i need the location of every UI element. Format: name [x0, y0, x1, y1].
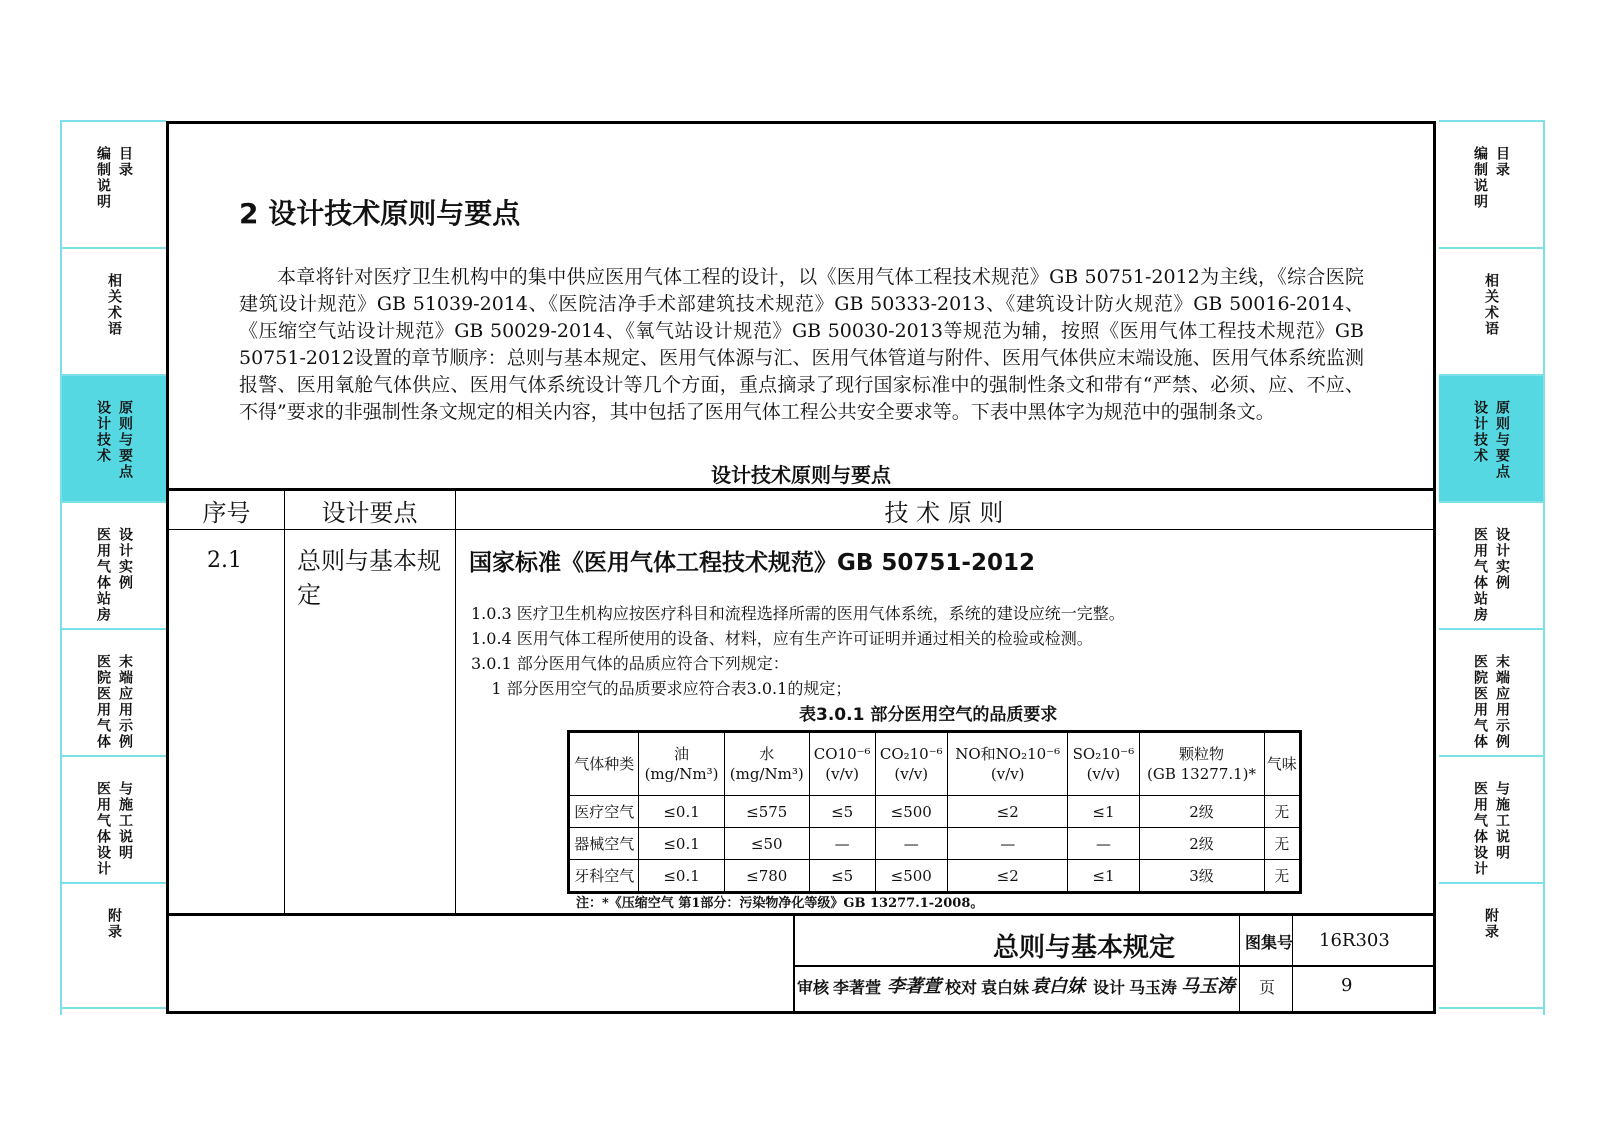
quality-header-line: (v/v)	[894, 765, 929, 783]
quality-cell: ≤0.1	[639, 796, 724, 828]
left-tab-label	[62, 122, 166, 247]
quality-cell: —	[1068, 828, 1139, 860]
right-tab-5[interactable]	[1439, 755, 1543, 882]
quality-table-note: 注：*《压缩空气 第1部分：污染物净化等级》GB 13277.1-2008。	[576, 896, 984, 911]
left-tab-label-column: 与施工说明	[117, 781, 133, 861]
left-tab-label-column: 原则与要点	[117, 400, 133, 480]
quality-cell: ≤575	[724, 796, 809, 828]
title-block-mid-line	[793, 965, 1433, 967]
header-design-point: 设计要点	[321, 499, 418, 527]
left-tab-label-column: 编制说明	[95, 146, 111, 210]
right-tab-label-column: 末端应用示例	[1494, 654, 1510, 750]
quality-cell: ≤500	[875, 796, 948, 828]
quality-cell: 3级	[1139, 860, 1264, 893]
left-tab-4[interactable]	[62, 628, 166, 755]
reviewer-signature: 李著萱	[887, 976, 941, 997]
quality-cell: ≤500	[875, 860, 948, 893]
quality-cell: ≤780	[724, 860, 809, 893]
quality-cell: ≤2	[948, 796, 1068, 828]
review-label: 审核	[797, 978, 830, 997]
left-tab-3[interactable]	[62, 501, 166, 628]
right-tab-label	[1439, 503, 1543, 628]
row-number: 2.1	[207, 548, 242, 573]
right-tab-0[interactable]	[1439, 120, 1543, 247]
quality-header-line: (mg/Nm³)	[729, 765, 804, 783]
quality-header-line: NO和NO₂10⁻⁶	[955, 745, 1061, 763]
quality-cell: 无	[1264, 796, 1300, 828]
left-tab-label	[62, 757, 166, 882]
left-tab-label-column: 末端应用示例	[117, 654, 133, 750]
quality-cell: —	[948, 828, 1068, 860]
right-tab-label	[1439, 630, 1543, 755]
quality-header-line: 油	[674, 745, 690, 763]
title-block-left-line	[793, 913, 795, 1014]
left-tab-label	[62, 503, 166, 628]
drawing-frame	[166, 121, 1436, 1014]
quality-cell: 牙科空气	[569, 860, 639, 893]
quality-header-line: 气体种类	[574, 755, 635, 773]
standard-title: 国家标准《医用气体工程技术规范》GB 50751-2012	[469, 550, 1035, 576]
title-block-divider-1	[1239, 913, 1240, 1014]
quality-header-cell	[1139, 732, 1264, 796]
quality-cell: ≤0.1	[639, 828, 724, 860]
page-number: 9	[1341, 975, 1353, 996]
quality-header-cell	[809, 732, 875, 796]
quality-header-cell	[639, 732, 724, 796]
row-design-point: 总则与基本规定	[297, 547, 441, 609]
right-tab-label-column: 设计技术	[1472, 400, 1488, 464]
left-tab-1[interactable]	[62, 247, 166, 374]
left-tab-label-column: 附录	[106, 908, 122, 940]
left-tab-label-column: 医用气体站房	[95, 527, 111, 623]
page-label: 页	[1259, 978, 1276, 997]
table-caption: 设计技术原则与要点	[711, 463, 891, 487]
atlas-number: 16R303	[1319, 930, 1390, 951]
right-tab-label	[1439, 757, 1543, 882]
right-tab-label-column: 设计实例	[1494, 527, 1510, 591]
table-bottom-line	[169, 913, 1433, 916]
clause-3-0-1: 3.0.1 部分医用气体的品质应符合下列规定：	[471, 654, 789, 673]
left-tab-label-column: 医院医用气体	[95, 654, 111, 750]
right-tab-label	[1439, 122, 1543, 247]
right-tab-label-column: 与施工说明	[1494, 781, 1510, 861]
right-tab-label-column: 医用气体设计	[1472, 781, 1488, 877]
clause-1-0-4: 1.0.4 医用气体工程所使用的设备、材料，应有生产许可证明并通过相关的检验或检测。	[471, 629, 1093, 648]
left-tab-label	[62, 376, 166, 501]
intro-paragraph: 本章将针对医疗卫生机构中的集中供应医用气体工程的设计，以《医用气体工程技术规范》GB 50751-2012为主线，《综合医院建筑设计规范》GB 51039-2014、《医院洁净手术部建筑技术规范》GB 50333-2013、《建筑设计防火规范》GB 50016-2014、《压缩空气站设计规范》GB 50029-2014、《氧气站设计规范》GB 50030-2013等规范为辅，按照《医用气体工程技术规范》GB 50751-2012设置的章节顺序：总则与基本规定、医用气体源与汇、医用气体管道与附件、医用气体供应末端设施、医用气体系统监测报警、医用氧舱气体供应、医用气体系统设计等几个方面，重点摘录了现行国家标准中的强制性条文和带有“严禁、必须、应、不应、不得”要求的非强制性条文规定的相关内容，其中包括了医用气体工程公共安全要求等。下表中黑体字为规范中的强制条文。	[239, 266, 1364, 423]
left-tab-2[interactable]	[62, 374, 166, 501]
quality-header-line: (GB 13277.1)*	[1147, 765, 1257, 783]
quality-cell: 医疗空气	[569, 796, 639, 828]
quality-header-cell	[948, 732, 1068, 796]
reviewer-name: 李著萱	[833, 978, 882, 997]
quality-cell: 无	[1264, 828, 1300, 860]
left-tab-label	[62, 884, 166, 1007]
right-tab-1[interactable]	[1439, 247, 1543, 374]
quality-header-line: (v/v)	[1086, 765, 1121, 783]
designer-name: 马玉涛	[1129, 978, 1178, 997]
quality-header-cell	[1068, 732, 1139, 796]
right-tab-label-column: 原则与要点	[1494, 400, 1510, 480]
quality-header-cell	[569, 732, 639, 796]
quality-header-cell	[1264, 732, 1300, 796]
right-tab-label-column: 相关术语	[1483, 273, 1499, 337]
right-tab-label-column: 医院医用气体	[1472, 654, 1488, 750]
quality-header-line: (mg/Nm³)	[644, 765, 719, 783]
title-block-divider-2	[1292, 913, 1293, 1014]
design-label: 设计	[1093, 978, 1126, 997]
quality-table-title: 表3.0.1 部分医用空气的品质要求	[799, 705, 1058, 725]
quality-header-cell	[875, 732, 948, 796]
header-no: 序号	[202, 499, 251, 527]
left-tab-label	[62, 630, 166, 755]
right-tab-label	[1439, 884, 1543, 1007]
header-principle: 技 术 原 则	[884, 499, 1004, 527]
sheet-title: 总则与基本规定	[992, 933, 1175, 963]
right-tab-2[interactable]	[1439, 374, 1543, 501]
left-tab-label-column: 医用气体设计	[95, 781, 111, 877]
right-tab-4[interactable]	[1439, 628, 1543, 755]
quality-cell: —	[875, 828, 948, 860]
right-tab-label	[1439, 249, 1543, 374]
atlas-label: 图集号	[1245, 933, 1294, 952]
right-tab-label-column: 编制说明	[1472, 146, 1488, 210]
quality-table-row	[569, 828, 1301, 860]
quality-header-line: SO₂10⁻⁶	[1072, 745, 1135, 763]
left-tab-6[interactable]	[62, 882, 166, 1009]
quality-header-line: (v/v)	[825, 765, 860, 783]
quality-header-line: CO10⁻⁶	[813, 745, 871, 763]
right-tab-label-column: 目录	[1494, 146, 1510, 178]
quality-header-cell	[724, 732, 809, 796]
right-tab-label	[1439, 376, 1543, 501]
table-top-line	[169, 488, 1433, 491]
quality-cell: ≤50	[724, 828, 809, 860]
right-tab-6[interactable]	[1439, 882, 1543, 1009]
left-nav-tabs	[60, 120, 166, 1015]
col-divider-2	[455, 488, 456, 913]
quality-cell: ≤5	[809, 860, 875, 893]
checker-signature: 袁白妹	[1031, 976, 1085, 997]
left-tab-5[interactable]	[62, 755, 166, 882]
quality-cell: ≤1	[1068, 796, 1139, 828]
clause-1-0-3: 1.0.3 医疗卫生机构应按医疗科目和流程选择所需的医用气体系统，系统的建设应统一完整。	[471, 604, 1125, 623]
quality-table-row	[569, 860, 1301, 893]
quality-cell: 2级	[1139, 796, 1264, 828]
quality-cell: 2级	[1139, 828, 1264, 860]
designer-signature: 马玉涛	[1181, 976, 1235, 997]
quality-header-line: 水	[759, 745, 775, 763]
quality-cell: 器械空气	[569, 828, 639, 860]
right-tab-3[interactable]	[1439, 501, 1543, 628]
quality-cell: ≤2	[948, 860, 1068, 893]
quality-cell: ≤1	[1068, 860, 1139, 893]
checker-name: 袁白妹	[981, 978, 1030, 997]
right-tab-label-column: 医用气体站房	[1472, 527, 1488, 623]
col-divider-1	[284, 488, 285, 913]
quality-header-line: 颗粒物	[1179, 745, 1225, 763]
left-tab-label	[62, 249, 166, 374]
quality-header-line: 气味	[1266, 755, 1297, 773]
left-tab-0[interactable]	[62, 120, 166, 247]
quality-table	[567, 730, 1302, 894]
chapter-title: 2 设计技术原则与要点	[239, 197, 521, 230]
header-bottom-line	[169, 529, 1433, 530]
quality-cell: 无	[1264, 860, 1300, 893]
quality-cell: ≤0.1	[639, 860, 724, 893]
left-tab-label-column: 目录	[117, 146, 133, 178]
quality-table-row	[569, 796, 1301, 828]
quality-cell: ≤5	[809, 796, 875, 828]
right-nav-tabs	[1439, 120, 1545, 1015]
left-tab-label-column: 设计实例	[117, 527, 133, 591]
check-label: 校对	[945, 978, 978, 997]
quality-header-line: CO₂10⁻⁶	[879, 745, 943, 763]
quality-table-header	[569, 732, 1301, 796]
quality-header-line: (v/v)	[990, 765, 1025, 783]
right-tab-label-column: 附录	[1483, 908, 1499, 940]
left-tab-label-column: 相关术语	[106, 273, 122, 337]
left-tab-label-column: 设计技术	[95, 400, 111, 464]
clause-3-0-1-item-1: 1 部分医用空气的品质要求应符合表3.0.1的规定；	[471, 679, 852, 698]
quality-cell: —	[809, 828, 875, 860]
